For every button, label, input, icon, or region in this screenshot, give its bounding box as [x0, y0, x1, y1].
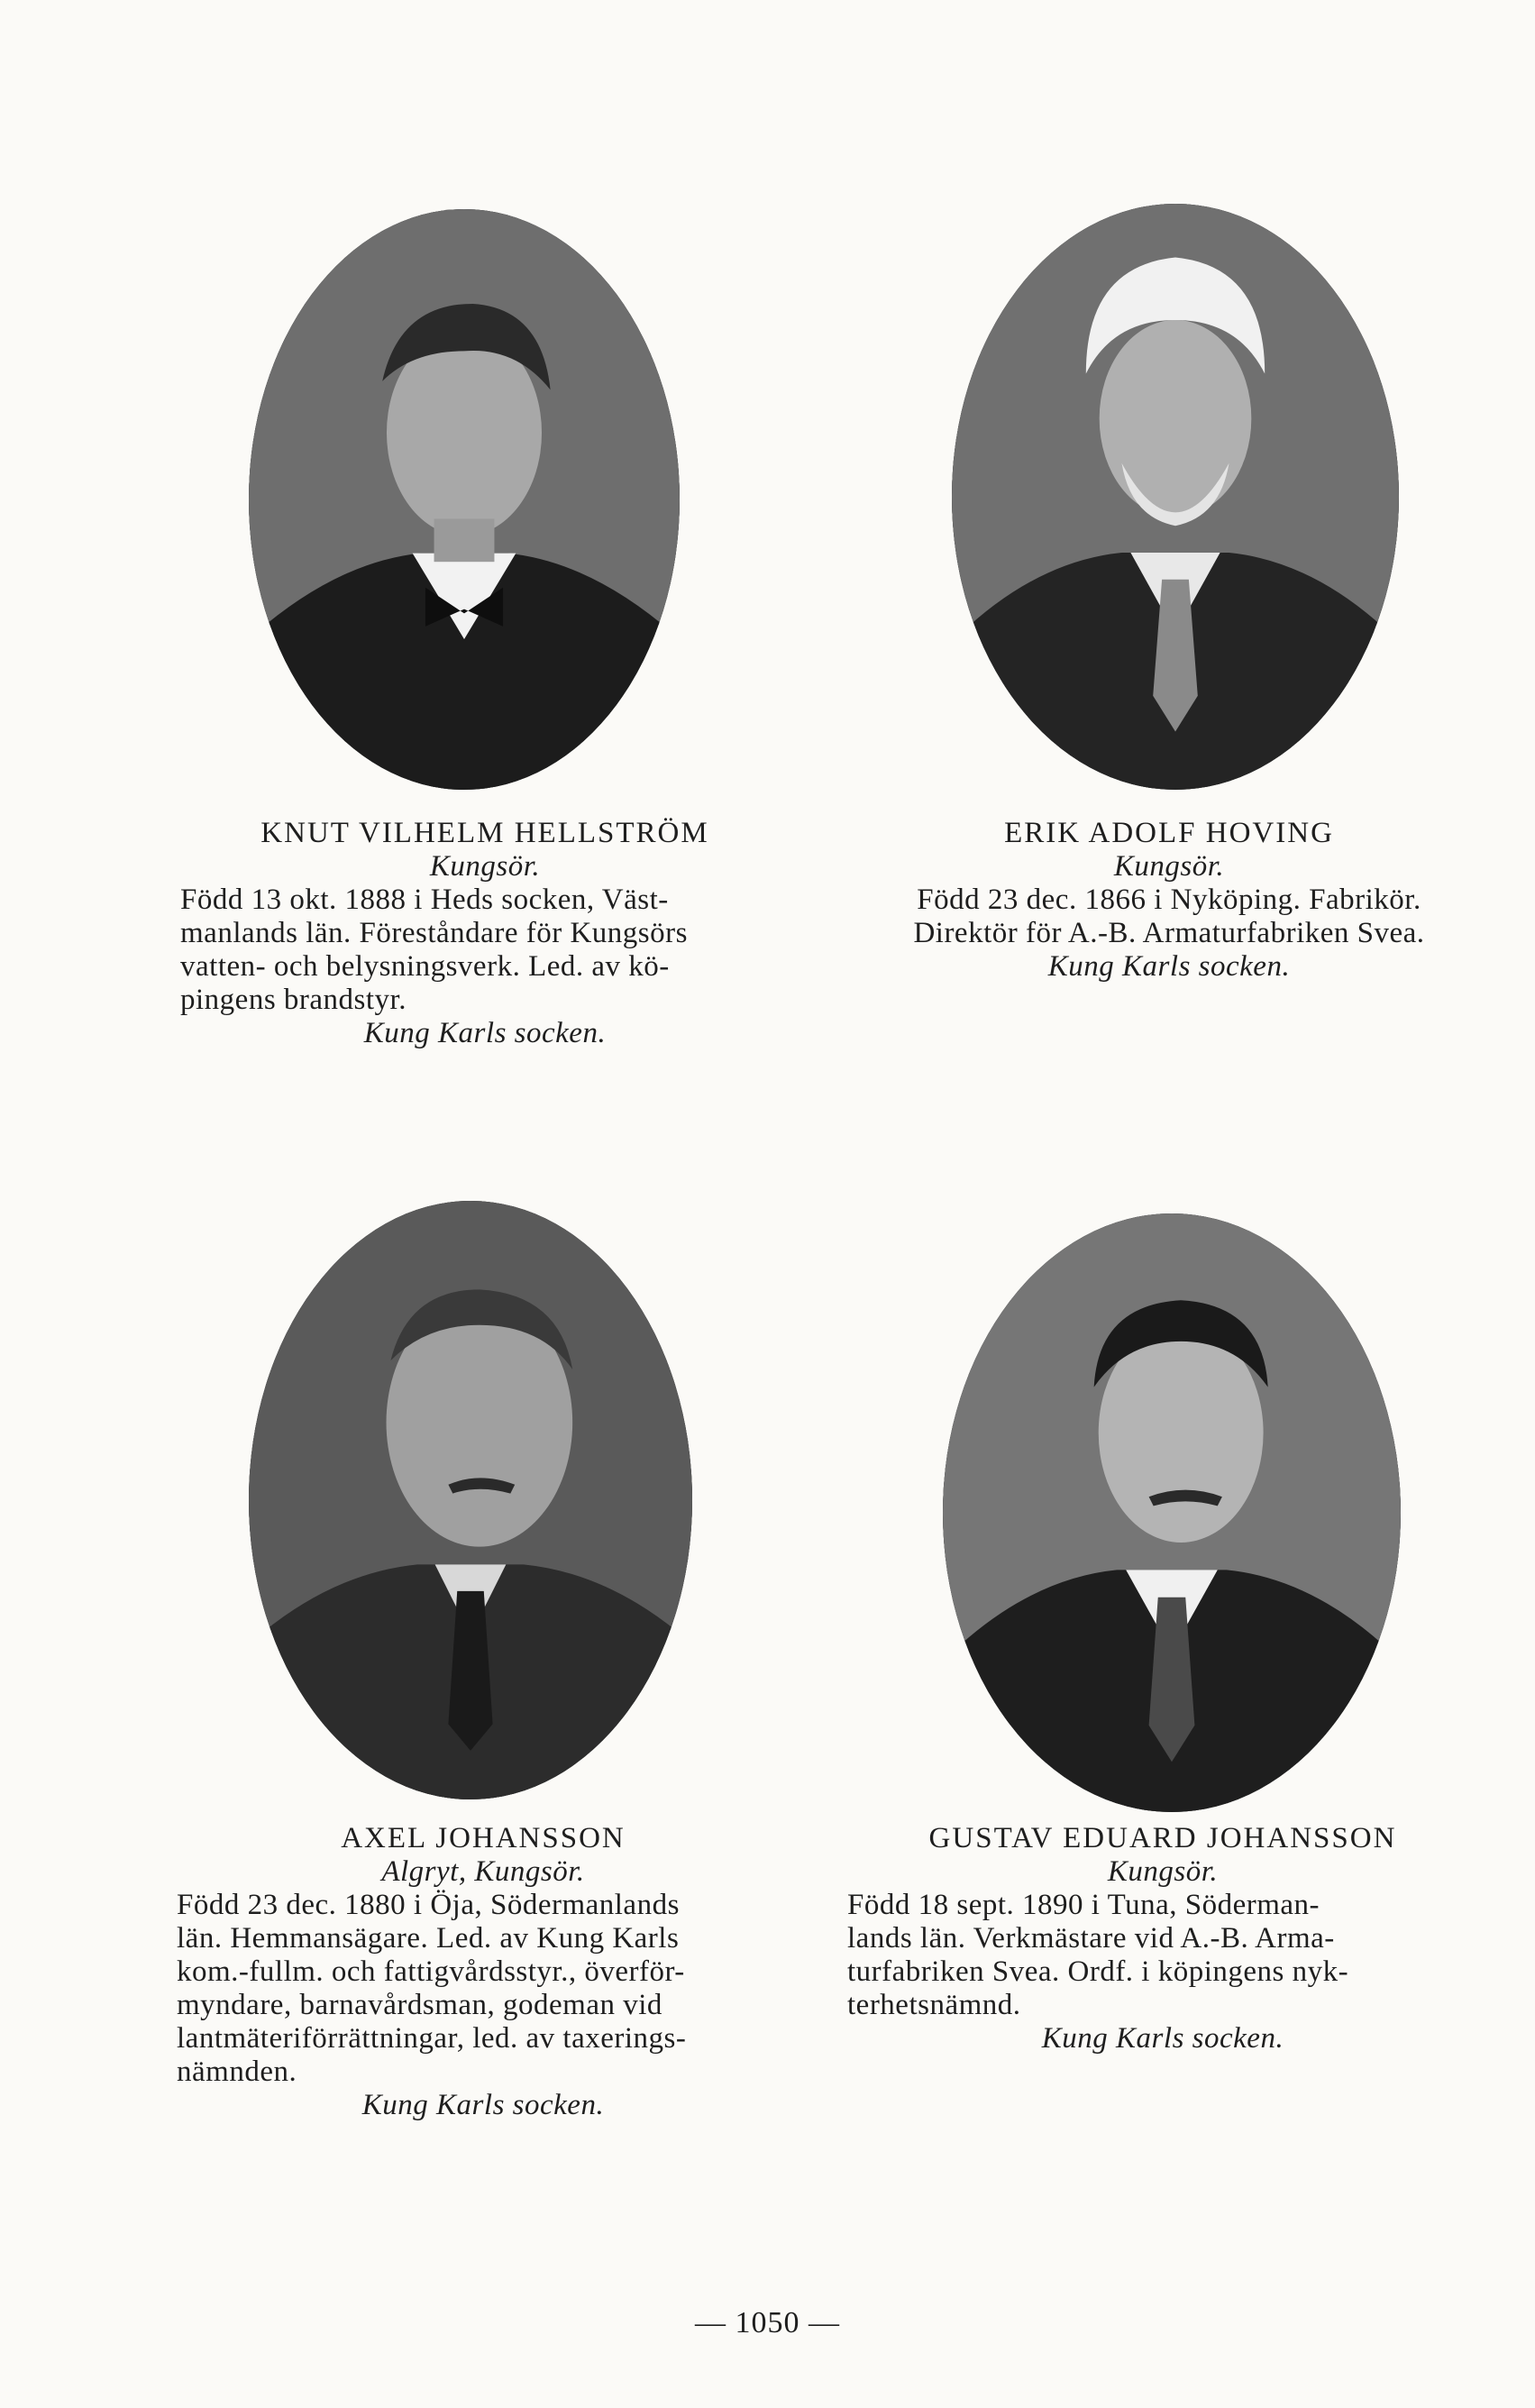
bio-line: lantmäteriförrättningar, led. av taxerings- — [177, 2022, 687, 2055]
bio-line: Född 13 okt. 1888 i Heds socken, Väst- — [180, 884, 669, 916]
caption-hoving — [851, 817, 1487, 984]
person-name: GUSTAV EDUARD JOHANSSON — [928, 1822, 1397, 1854]
person-place: Kungsör. — [1113, 850, 1225, 883]
person-name: AXEL JOHANSSON — [341, 1822, 626, 1854]
person-place: Kungsör. — [429, 850, 541, 883]
bio-line: Direktör för A.-B. Armaturfabriken Svea. — [913, 917, 1425, 949]
bio-line: manlands län. Föreståndare för Kungsörs — [180, 917, 688, 949]
bio-line: Född 18 sept. 1890 i Tuna, Söderman- — [847, 1889, 1320, 1921]
person-name: ERIK ADOLF HOVING — [1004, 817, 1334, 849]
person-place: Algryt, Kungsör. — [381, 1855, 585, 1888]
page-number: — 1050 — — [695, 2306, 840, 2339]
bio-line: Född 23 dec. 1880 i Öja, Södermanlands — [177, 1889, 680, 1921]
person-place: Kungsör. — [1107, 1855, 1219, 1888]
person-parish: Kung Karls socken. — [1041, 2022, 1284, 2055]
caption-hellstrom — [180, 817, 790, 1050]
caption-gustav-johansson — [847, 1822, 1478, 2055]
bio-line: terhetsnämnd. — [847, 1989, 1021, 2021]
bio-line: län. Hemmansägare. Led. av Kung Karls — [177, 1922, 680, 1955]
person-parish: Kung Karls socken. — [1047, 950, 1291, 983]
person-name: KNUT VILHELM HELLSTRÖM — [260, 817, 709, 849]
person-parish: Kung Karls socken. — [363, 1017, 607, 1049]
bio-line: nämnden. — [177, 2055, 297, 2088]
bio-line: turfabriken Svea. Ordf. i köpingens nyk- — [847, 1955, 1349, 1988]
portrait-photo-hellstrom — [249, 209, 680, 790]
bio-line: vatten- och belysningsverk. Led. av kö- — [180, 950, 670, 983]
bio-line: myndare, barnavårdsman, godeman vid — [177, 1989, 662, 2021]
caption-axel-johansson — [177, 1822, 790, 2122]
bio-line: kom.-fullm. och fattigvårdsstyr., överför- — [177, 1955, 685, 1988]
portrait-photo-hoving — [952, 204, 1399, 790]
bio-line: lands län. Verkmästare vid A.-B. Arma- — [847, 1922, 1335, 1955]
portrait-photo-axel-johansson — [249, 1201, 692, 1799]
bio-line: Född 23 dec. 1866 i Nyköping. Fabrikör. — [917, 884, 1421, 916]
bio-line: pingens brandstyr. — [180, 984, 407, 1016]
portrait-photo-gustav-johansson — [943, 1213, 1401, 1812]
person-parish: Kung Karls socken. — [361, 2089, 605, 2121]
